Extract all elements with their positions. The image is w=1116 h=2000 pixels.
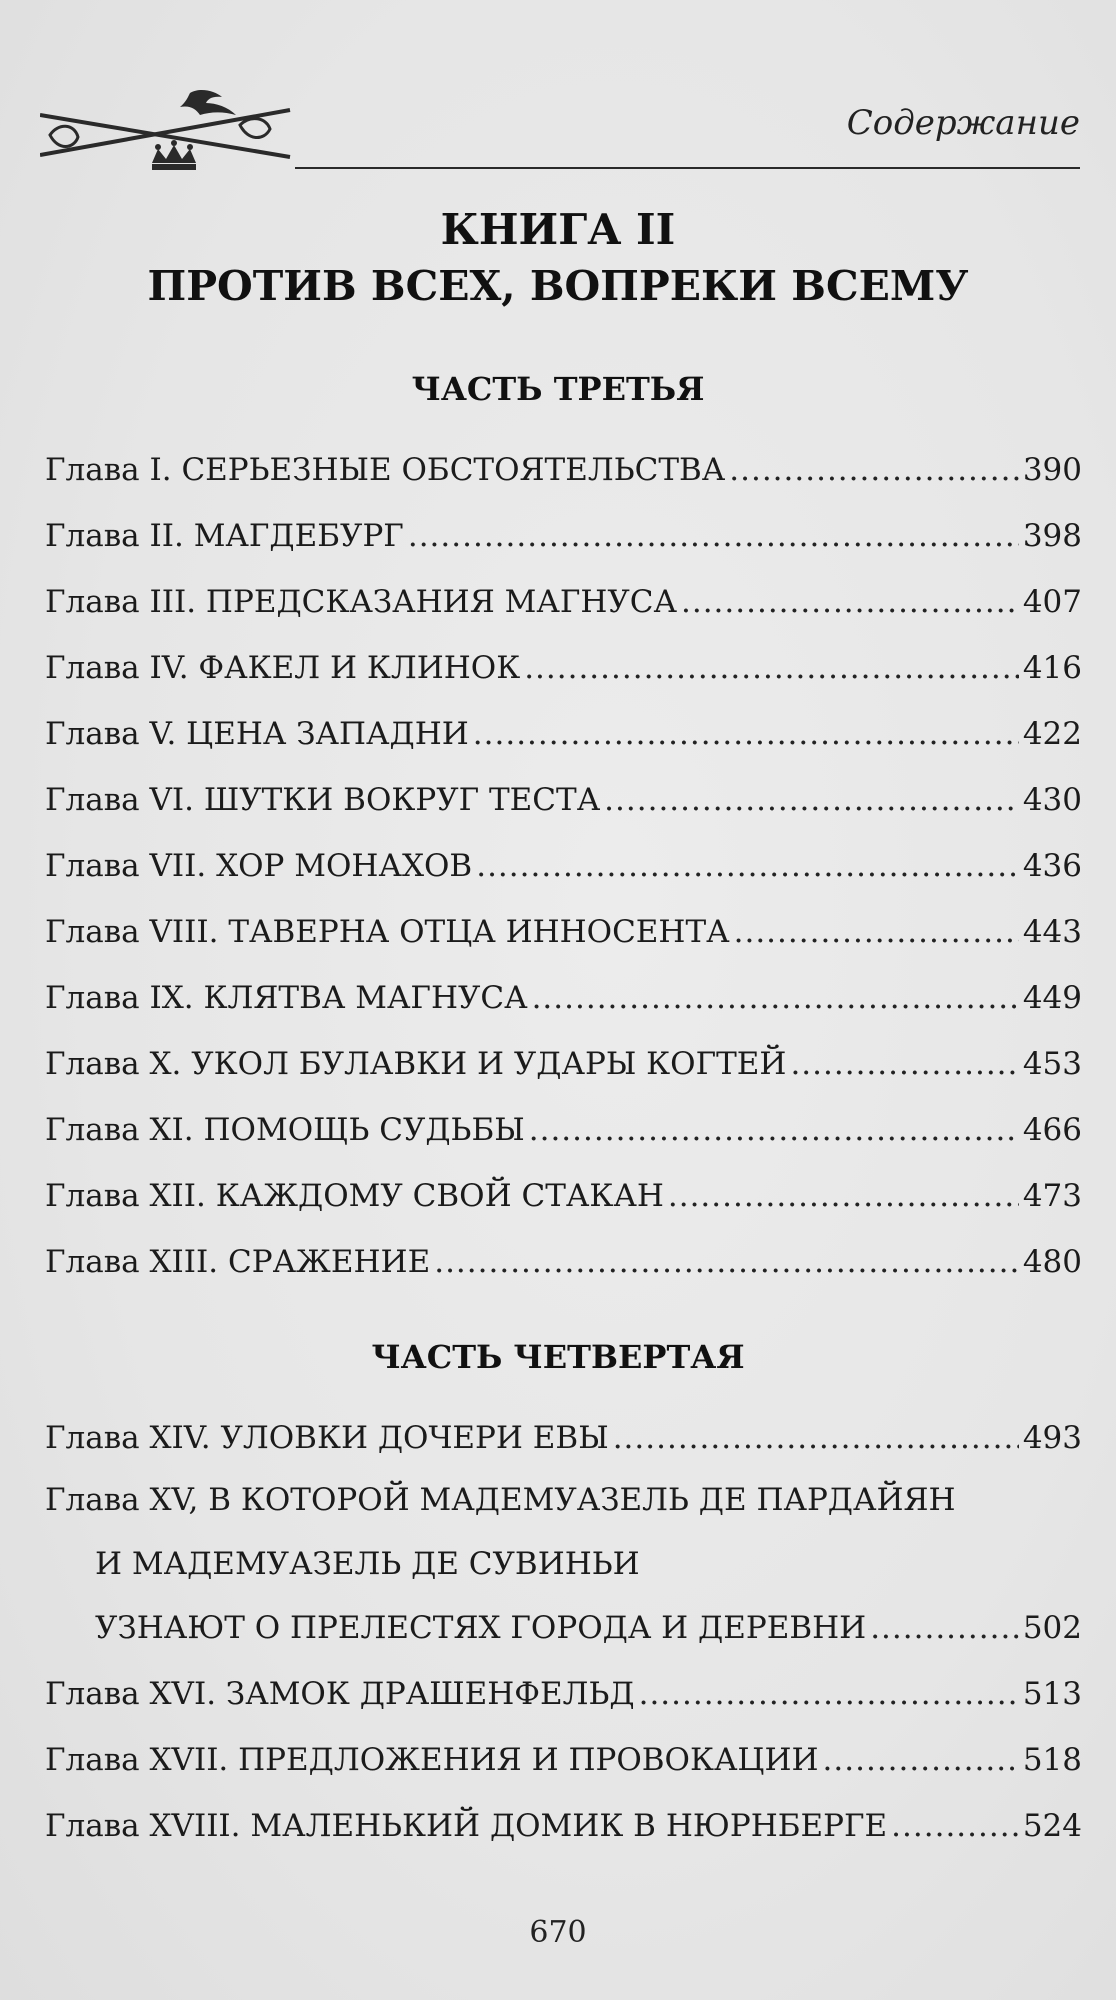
page-number: 670 (529, 1915, 587, 1950)
dot-leader (668, 1176, 1019, 1216)
dot-leader (870, 1608, 1019, 1648)
toc-entry[interactable] (45, 582, 1082, 622)
toc-entry-page: 443 (1022, 914, 1082, 950)
header-rule (295, 167, 1080, 169)
toc-entry-title: Глава XIII. СРАЖЕНИЕ (45, 1244, 431, 1280)
toc-entry-page: 466 (1022, 1112, 1082, 1148)
toc-entry-title: Глава X. УКОЛ БУЛАВКИ И УДАРЫ КОГТЕЙ (45, 1046, 787, 1082)
toc-entry-title: Глава IX. КЛЯТВА МАГНУСА (45, 980, 528, 1016)
toc-entry-title: Глава XIV. УЛОВКИ ДОЧЕРИ ЕВЫ (45, 1420, 609, 1456)
toc-entry-title: Глава VIII. ТАВЕРНА ОТЦА ИННОСЕНТА (45, 914, 730, 950)
crossed-swords-emblem-icon (40, 85, 300, 180)
toc-entry[interactable] (45, 846, 1082, 886)
dot-leader (532, 978, 1019, 1018)
dot-leader (790, 1044, 1018, 1084)
toc-entry[interactable] (45, 978, 1082, 1018)
dot-leader (823, 1740, 1019, 1780)
dot-leader (408, 516, 1019, 556)
toc-entry-page: 398 (1022, 518, 1082, 554)
toc-entry-page: 473 (1022, 1178, 1082, 1214)
toc-entry[interactable] (45, 1242, 1082, 1282)
dot-leader (613, 1418, 1019, 1458)
toc-entry[interactable] (95, 1608, 1082, 1648)
toc-entry-page: 502 (1022, 1610, 1082, 1646)
toc-entry-title: Глава I. СЕРЬЕЗНЫЕ ОБСТОЯТЕЛЬСТВА (45, 452, 726, 488)
toc-entry[interactable] (45, 1044, 1082, 1084)
dot-leader (604, 780, 1019, 820)
toc-entry[interactable] (45, 1674, 1082, 1714)
toc-entry-page: 449 (1022, 980, 1082, 1016)
part-four-heading: ЧАСТЬ ЧЕТВЕРТАЯ (371, 1338, 745, 1376)
toc-entry-title: Глава XVII. ПРЕДЛОЖЕНИЯ И ПРОВОКАЦИИ (45, 1742, 819, 1778)
toc-entry[interactable] (45, 1806, 1082, 1846)
toc-entry[interactable] (45, 1110, 1082, 1150)
running-header (40, 85, 1080, 180)
dot-leader (529, 1110, 1019, 1150)
toc-entry[interactable] (45, 912, 1082, 952)
toc-entry-title: Глава XII. КАЖДОМУ СВОЙ СТАКАН (45, 1178, 664, 1214)
toc-entry[interactable] (45, 780, 1082, 820)
toc-entry-title: Глава XVIII. МАЛЕНЬКИЙ ДОМИК В НЮРНБЕРГЕ (45, 1808, 888, 1844)
toc-entry[interactable] (45, 648, 1082, 688)
toc-entry[interactable] (45, 1418, 1082, 1458)
dot-leader (729, 450, 1019, 490)
toc-entry-page: 518 (1022, 1742, 1082, 1778)
toc-entry[interactable] (45, 714, 1082, 754)
toc-entry-title: Глава XVI. ЗАМОК ДРАШЕНФЕЛЬД (45, 1676, 635, 1712)
toc-entry-page: 416 (1022, 650, 1082, 686)
toc-entry-page: 390 (1022, 452, 1082, 488)
toc-entry-page: 453 (1022, 1046, 1082, 1082)
dot-leader (734, 912, 1019, 952)
part-three-heading: ЧАСТЬ ТРЕТЬЯ (411, 370, 705, 408)
toc-entry-page: 524 (1022, 1808, 1082, 1844)
toc-entry-page: 407 (1022, 584, 1082, 620)
toc-entry-title: УЗНАЮТ О ПРЕЛЕСТЯХ ГОРОДА И ДЕРЕВНИ (95, 1610, 867, 1646)
toc-entry[interactable] (45, 516, 1082, 556)
toc-entry-title-line[interactable]: Глава XV, В КОТОРОЙ МАДЕМУАЗЕЛЬ ДЕ ПАРДАЙЯН (45, 1482, 956, 1518)
toc-entry-page: 513 (1022, 1676, 1082, 1712)
book-subtitle: ПРОТИВ ВСЕХ, ВОПРЕКИ ВСЕМУ (147, 262, 969, 310)
toc-entry[interactable] (45, 1740, 1082, 1780)
toc-entry-page: 430 (1022, 782, 1082, 818)
dot-leader (524, 648, 1019, 688)
toc-entry-title: Глава VII. ХОР МОНАХОВ (45, 848, 473, 884)
toc-entry-title: Глава II. МАГДЕБУРГ (45, 518, 404, 554)
dot-leader (681, 582, 1019, 622)
toc-entry-page: 493 (1022, 1420, 1082, 1456)
toc-entry[interactable] (45, 450, 1082, 490)
dot-leader (639, 1674, 1019, 1714)
dot-leader (476, 846, 1019, 886)
toc-entry-page: 480 (1022, 1244, 1082, 1280)
dot-leader (434, 1242, 1019, 1282)
toc-entry[interactable] (45, 1176, 1082, 1216)
toc-entry-title: Глава XI. ПОМОЩЬ СУДЬБЫ (45, 1112, 525, 1148)
toc-entry-title: Глава V. ЦЕНА ЗАПАДНИ (45, 716, 469, 752)
toc-entry-title: Глава VI. ШУТКИ ВОКРУГ ТЕСТА (45, 782, 601, 818)
toc-entry-title-line[interactable]: И МАДЕМУАЗЕЛЬ ДЕ СУВИНЬИ (95, 1546, 640, 1582)
dot-leader (473, 714, 1019, 754)
toc-entry-title: Глава III. ПРЕДСКАЗАНИЯ МАГНУСА (45, 584, 677, 620)
dot-leader (891, 1806, 1019, 1846)
running-header-title: Содержание (846, 103, 1080, 143)
toc-entry-title: Глава IV. ФАКЕЛ И КЛИНОК (45, 650, 521, 686)
book-title: КНИГА II (440, 205, 676, 254)
toc-entry-page: 436 (1022, 848, 1082, 884)
toc-entry-page: 422 (1022, 716, 1082, 752)
